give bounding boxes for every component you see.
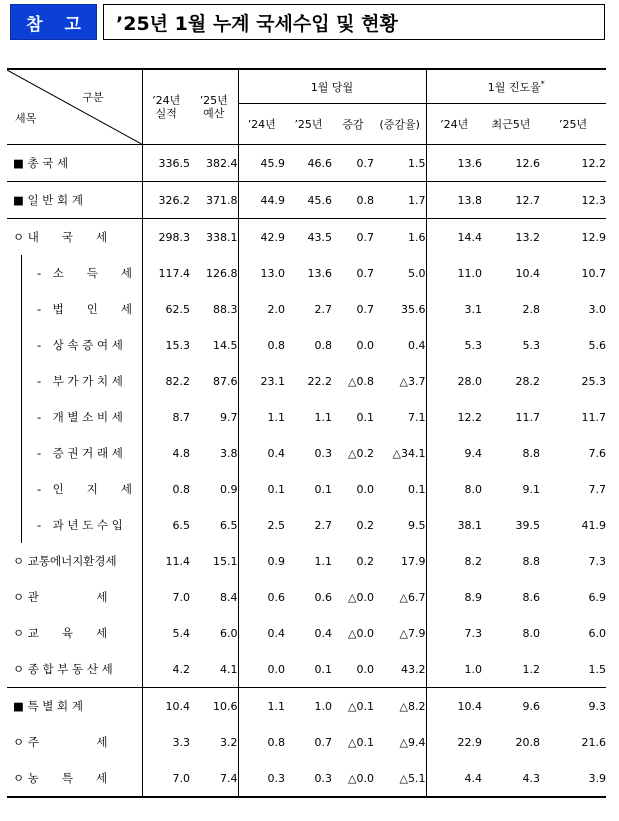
cell-progress-25: 7.3: [588, 554, 607, 568]
cell-month-25: 1.1: [314, 554, 332, 568]
reference-badge: 참 고: [10, 4, 97, 40]
cell-25-budget: 6.5: [220, 518, 238, 532]
cell-month-24: 2.0: [238, 291, 285, 327]
table-row: [7, 471, 606, 507]
cell-25-budget: 8.4: [220, 590, 238, 604]
cell-month-change: △0.1: [348, 699, 374, 713]
cell-progress-24: 4.4: [426, 760, 482, 797]
cell-month-24: 13.0: [238, 255, 285, 291]
cell-month-change: 0.7: [356, 266, 374, 280]
cell-month-25: 2.7: [314, 518, 332, 532]
cell-tax-item: - 인 지 세: [7, 471, 142, 507]
cell-month-change-rate: △3.7: [399, 374, 426, 388]
footnote-mark: *: [540, 78, 545, 88]
cell-month-24: 44.9: [238, 182, 285, 219]
cell-progress-24: 11.0: [426, 255, 482, 291]
cell-month-24: 1.1: [238, 399, 285, 435]
page-header: [8, 4, 608, 40]
cell-month-change: 0.8: [332, 182, 374, 219]
cell-tax-item: ■ 총 국 세: [7, 145, 142, 182]
cell-25-budget: 371.8: [190, 182, 238, 219]
table-row: [7, 399, 606, 435]
cell-month-24: 0.3: [238, 760, 285, 797]
cell-month-change-rate: 0.4: [408, 338, 426, 352]
cell-month-25: 0.3: [314, 446, 332, 460]
cell-month-change-rate: 1.7: [374, 182, 426, 219]
cell-24-actual: 8.7: [172, 410, 190, 424]
table-row: [7, 145, 606, 182]
cell-month-change-rate: △34.1: [392, 446, 426, 460]
cell-tax-item: - 과 년 도 수 입: [7, 507, 142, 543]
cell-month-24: 42.9: [238, 219, 285, 256]
table-row: [7, 615, 606, 651]
table-row: [7, 435, 606, 471]
cell-month-change-rate: △6.7: [399, 590, 426, 604]
cell-24-actual: 82.2: [165, 374, 190, 388]
cell-month-change: △0.2: [348, 446, 374, 460]
header-month-change-rate: (증감율): [374, 104, 426, 145]
cell-25-budget: 7.4: [190, 760, 238, 797]
cell-progress-25: 7.7: [588, 482, 607, 496]
cell-tax-item: ㅇ 관 세: [7, 579, 142, 615]
cell-24-actual: 298.3: [158, 230, 190, 244]
cell-progress-24: 38.1: [426, 507, 482, 543]
cell-24-actual: 15.3: [165, 338, 190, 352]
cell-month-change: 0.1: [356, 410, 374, 424]
cell-progress-25: 41.9: [581, 518, 607, 532]
cell-24-actual: 326.2: [142, 182, 190, 219]
cell-month-change: 0.2: [356, 518, 374, 532]
cell-progress-25: 6.9: [588, 590, 607, 604]
cell-progress-recent5: 4.3: [482, 760, 540, 797]
table-row: [7, 507, 606, 543]
cell-month-25: 0.4: [314, 626, 332, 640]
cell-month-change-rate: 0.1: [408, 482, 426, 496]
table-row: [7, 688, 606, 725]
cell-progress-24: 8.0: [426, 471, 482, 507]
tax-revenue-table: [7, 68, 606, 798]
cell-progress-25: 12.2: [540, 145, 606, 182]
cell-progress-25: 12.3: [540, 182, 606, 219]
cell-progress-24: 22.9: [426, 724, 482, 760]
cell-month-change: △0.0: [348, 626, 374, 640]
cell-month-25: 45.6: [285, 182, 332, 219]
cell-month-change-rate: 35.6: [401, 302, 426, 316]
cell-tax-item: ㅇ 종 합 부 동 산 세: [7, 651, 142, 688]
cell-progress-24: 13.8: [426, 182, 482, 219]
cell-month-change: △0.8: [348, 374, 374, 388]
cell-progress-24: 9.4: [426, 435, 482, 471]
cell-progress-24: 8.9: [426, 579, 482, 615]
cell-24-actual: 3.3: [172, 735, 190, 749]
cell-25-budget: 14.5: [213, 338, 238, 352]
cell-tax-item: - 증 권 거 래 세: [7, 435, 142, 471]
cell-progress-recent5: 13.2: [515, 230, 540, 244]
cell-month-change: △0.0: [332, 760, 374, 797]
cell-progress-25: 7.6: [588, 446, 607, 460]
cell-month-change-rate: △5.1: [374, 760, 426, 797]
cell-progress-recent5: 8.6: [522, 590, 540, 604]
table-body: [7, 145, 606, 798]
cell-month-change-rate: 5.0: [408, 266, 426, 280]
cell-progress-24: 12.2: [426, 399, 482, 435]
cell-month-25: 1.0: [314, 699, 332, 713]
cell-tax-item: - 상 속 증 여 세: [7, 327, 142, 363]
header-25-budget: ’25년 예산: [190, 69, 238, 145]
cell-tax-item: - 법 인 세: [7, 291, 142, 327]
cell-month-change: 0.7: [356, 302, 374, 316]
cell-month-24: 0.9: [238, 543, 285, 579]
cell-25-budget: 6.0: [220, 626, 238, 640]
cell-progress-recent5: 8.8: [522, 446, 540, 460]
cell-month-change: 0.0: [356, 482, 374, 496]
cell-tax-item: - 개 별 소 비 세: [7, 399, 142, 435]
cell-progress-25: 21.6: [581, 735, 607, 749]
table-row: [7, 182, 606, 219]
header-month-24: ’24년: [238, 104, 285, 145]
cell-progress-25: 12.9: [581, 230, 607, 244]
cell-24-actual: 0.8: [172, 482, 190, 496]
cell-24-actual: 4.8: [172, 446, 190, 460]
cell-25-budget: 88.3: [213, 302, 238, 316]
table-row: [7, 543, 606, 579]
cell-progress-24: 10.4: [426, 688, 482, 725]
cell-month-change-rate: 7.1: [408, 410, 426, 424]
page-title: ’25년 1월 누계 국세수입 및 현황: [103, 4, 605, 40]
cell-25-budget: 126.8: [206, 266, 238, 280]
cell-25-budget: 3.2: [220, 735, 238, 749]
cell-24-actual: 62.5: [165, 302, 190, 316]
cell-tax-item: ㅇ 주 세: [7, 724, 142, 760]
cell-month-25: 2.7: [314, 302, 332, 316]
table-row: [7, 760, 606, 797]
cell-progress-24: 7.3: [426, 615, 482, 651]
header-corner-cell: [7, 69, 142, 145]
cell-month-24: 0.4: [238, 615, 285, 651]
cell-month-change-rate: 1.5: [374, 145, 426, 182]
cell-progress-recent5: 9.1: [522, 482, 540, 496]
table-row: [7, 579, 606, 615]
header-group-month: 1월 당월: [238, 69, 426, 104]
cell-progress-25: 6.0: [588, 626, 607, 640]
cell-month-24: 1.1: [238, 688, 285, 725]
cell-progress-recent5: 8.0: [522, 626, 540, 640]
table-row: [7, 651, 606, 688]
cell-progress-recent5: 12.7: [482, 182, 540, 219]
corner-label-category: 구분: [82, 91, 104, 104]
table-row: [7, 219, 606, 256]
cell-25-budget: 87.6: [213, 374, 238, 388]
cell-progress-25: 3.0: [588, 302, 607, 316]
table-row: [7, 724, 606, 760]
cell-progress-recent5: 1.2: [482, 651, 540, 688]
cell-tax-item: ㅇ 내 국 세: [7, 219, 142, 256]
cell-progress-recent5: 8.8: [522, 554, 540, 568]
cell-progress-recent5: 20.8: [515, 735, 540, 749]
table-row: [7, 255, 606, 291]
cell-25-budget: 9.7: [220, 410, 238, 424]
cell-month-25: 0.8: [314, 338, 332, 352]
cell-month-change-rate: 17.9: [401, 554, 426, 568]
header-progress-24: ’24년: [426, 104, 482, 145]
header-group-progress: [426, 69, 606, 104]
cell-month-change: 0.0: [356, 338, 374, 352]
cell-month-24: 0.6: [238, 579, 285, 615]
cell-progress-24: 8.2: [426, 543, 482, 579]
cell-progress-recent5: 10.4: [515, 266, 540, 280]
cell-progress-recent5: 2.8: [522, 302, 540, 316]
cell-25-budget: 0.9: [220, 482, 238, 496]
cell-25-budget: 338.1: [206, 230, 238, 244]
cell-month-25: 0.1: [314, 482, 332, 496]
table-row: [7, 291, 606, 327]
cell-month-24: 0.1: [238, 471, 285, 507]
cell-month-24: 0.0: [238, 651, 285, 688]
cell-progress-24: 28.0: [426, 363, 482, 399]
cell-24-actual: 7.0: [142, 760, 190, 797]
cell-month-24: 45.9: [238, 145, 285, 182]
cell-progress-25: 3.9: [540, 760, 606, 797]
header-progress-recent5: 최근5년: [482, 104, 540, 145]
cell-month-change: △0.0: [348, 590, 374, 604]
cell-month-24: 23.1: [238, 363, 285, 399]
header-group-progress-label: 1월 진도율: [487, 80, 541, 94]
cell-month-25: 22.2: [307, 374, 332, 388]
cell-progress-24: 1.0: [426, 651, 482, 688]
cell-25-budget: 10.6: [213, 699, 238, 713]
table-row: [7, 327, 606, 363]
cell-month-change: 0.0: [332, 651, 374, 688]
cell-month-25: 1.1: [314, 410, 332, 424]
cell-tax-item: - 부 가 가 치 세: [7, 363, 142, 399]
cell-month-change-rate: △7.9: [399, 626, 426, 640]
cell-progress-recent5: 39.5: [515, 518, 540, 532]
cell-24-actual: 7.0: [172, 590, 190, 604]
cell-month-24: 0.8: [238, 724, 285, 760]
cell-progress-24: 13.6: [426, 145, 482, 182]
cell-month-change: △0.1: [348, 735, 374, 749]
corner-label-tax-item: 세목: [15, 112, 37, 125]
cell-progress-recent5: 5.3: [522, 338, 540, 352]
header-month-change: 증감: [332, 104, 374, 145]
cell-tax-item: - 소 득 세: [7, 255, 142, 291]
cell-progress-recent5: 9.6: [522, 699, 540, 713]
cell-month-24: 2.5: [238, 507, 285, 543]
cell-tax-item: ■ 일 반 회 계: [7, 182, 142, 219]
cell-25-budget: 4.1: [190, 651, 238, 688]
cell-month-25: 0.6: [314, 590, 332, 604]
cell-progress-25: 1.5: [540, 651, 606, 688]
diagonal-line: [7, 70, 142, 144]
cell-progress-24: 14.4: [426, 219, 482, 256]
table-row: [7, 363, 606, 399]
cell-month-change-rate: 9.5: [408, 518, 426, 532]
cell-month-change-rate: △9.4: [399, 735, 426, 749]
cell-progress-25: 25.3: [581, 374, 607, 388]
cell-month-25: 0.7: [314, 735, 332, 749]
cell-month-change: 0.7: [356, 230, 374, 244]
header-month-25: ’25년: [285, 104, 332, 145]
cell-month-24: 0.4: [238, 435, 285, 471]
cell-24-actual: 5.4: [172, 626, 190, 640]
cell-month-25: 46.6: [285, 145, 332, 182]
cell-24-actual: 336.5: [142, 145, 190, 182]
cell-tax-item: ㅇ 교 육 세: [7, 615, 142, 651]
cell-month-change-rate: 1.6: [408, 230, 426, 244]
cell-tax-item: ㅇ 농 특 세: [7, 760, 142, 797]
cell-24-actual: 117.4: [158, 266, 190, 280]
cell-month-24: 0.8: [238, 327, 285, 363]
cell-progress-24: 3.1: [426, 291, 482, 327]
cell-month-change: 0.2: [356, 554, 374, 568]
cell-month-25: 0.3: [285, 760, 332, 797]
cell-month-25: 43.5: [307, 230, 332, 244]
cell-month-25: 13.6: [307, 266, 332, 280]
cell-progress-25: 11.7: [581, 410, 607, 424]
cell-24-actual: 4.2: [142, 651, 190, 688]
cell-progress-recent5: 28.2: [515, 374, 540, 388]
cell-25-budget: 15.1: [213, 554, 238, 568]
cell-25-budget: 3.8: [220, 446, 238, 460]
cell-24-actual: 11.4: [165, 554, 190, 568]
cell-month-25: 0.1: [285, 651, 332, 688]
header-24-actual: ’24년 실적: [142, 69, 190, 145]
cell-progress-25: 10.7: [581, 266, 607, 280]
cell-25-budget: 382.4: [190, 145, 238, 182]
cell-progress-25: 5.6: [588, 338, 607, 352]
cell-month-change: 0.7: [332, 145, 374, 182]
cell-progress-recent5: 12.6: [482, 145, 540, 182]
cell-progress-24: 5.3: [426, 327, 482, 363]
header-progress-25: ’25년: [540, 104, 606, 145]
cell-24-actual: 6.5: [172, 518, 190, 532]
cell-progress-recent5: 11.7: [515, 410, 540, 424]
cell-month-change-rate: 43.2: [374, 651, 426, 688]
cell-progress-25: 9.3: [588, 699, 607, 713]
cell-tax-item: ■ 특 별 회 계: [7, 688, 142, 725]
cell-month-change-rate: △8.2: [399, 699, 426, 713]
cell-tax-item: ㅇ 교통에너지환경세: [7, 543, 142, 579]
cell-24-actual: 10.4: [165, 699, 190, 713]
